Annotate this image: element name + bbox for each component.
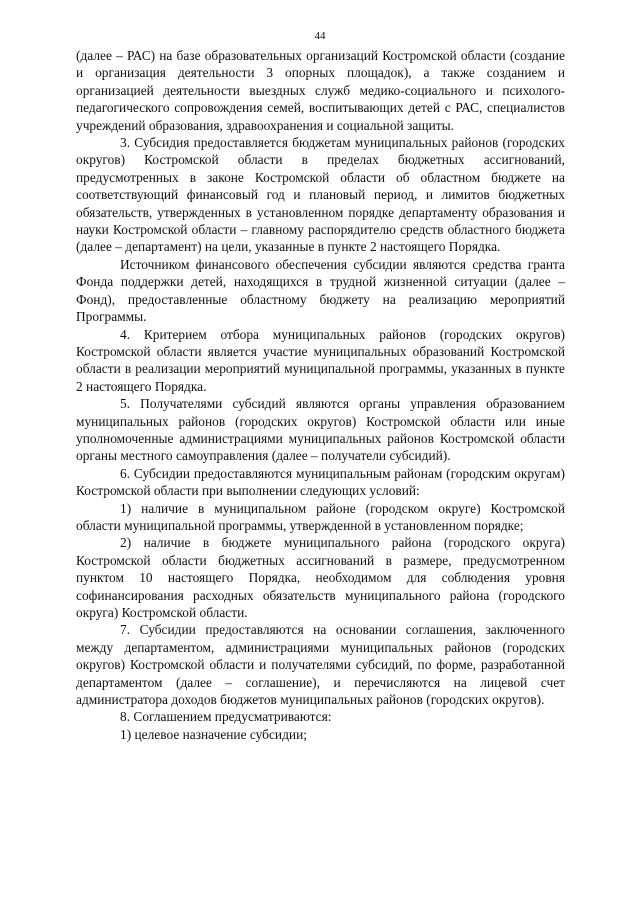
paragraph-item-4: 4. Критерием отбора муниципальных районов (городских округов) Костромской области является участие муниципальных образований Костромской области в реализации мероприятий муниципальной программы, указанных в пункте 2 настоящего Порядка. xyxy=(76,326,565,394)
paragraph-funding-source: Источником финансового обеспечения субсидии являются средства гранта Фонда поддержки детей, находящихся в трудной жизненной ситуации (далее – Фонд), предоставленные областному бюджету на реализацию мероприятий Программы. xyxy=(76,256,565,325)
page-number: 44 xyxy=(314,30,326,42)
paragraph-item-7: 7. Субсидии предоставляются на основании соглашения, заключенного между департаментом, администрациями муниципальных районов (городских округов) Костромской области и получателями субсидий, по форме, разработанной департаментом (далее – соглашение), и перечисляются на лицевой счет администратора доходов бюджетов муниципальных районов (городских округов). xyxy=(76,622,565,708)
paragraph-item-6-1: 1) наличие в муниципальном районе (городском округе) Костромской области муниципальной программы, утвержденной в установленном порядке; xyxy=(76,500,565,533)
paragraph-ras-continuation: (далее – РАС) на базе образовательных организаций Костромской области (создание и организация деятельности 3 опорных площадок), а также созданием и организацией деятельности выездных служб медико-социального и психолого-педагогического сопровождения семей, воспитывающих детей с РАС, специалистов учреждений образования, здравоохранения и социальной защиты. xyxy=(76,48,565,133)
paragraph-item-3: 3. Субсидия предоставляется бюджетам муниципальных районов (городских округов) Костромской области в пределах бюджетных ассигнований, предусмотренных в законе Костромской области об областном бюджете на соответствующий финансовый год и плановый период, и лимитов бюджетных обязательств, утвержденных в установленном порядке департаменту образования и науки Костромской области – главному распорядителю средств областного бюджета (далее – департамент) на цели, указанные в пункте 2 настоящего Порядка. xyxy=(76,135,565,255)
paragraph-item-8-1: 1) целевое назначение субсидии; xyxy=(120,726,307,742)
document-body xyxy=(76,47,565,743)
paragraph-item-8: 8. Соглашением предусматриваются: xyxy=(120,709,332,725)
paragraph-item-6-2: 2) наличие в бюджете муниципального района (городского округа) Костромской области бюджетных ассигнований в размере, предусмотренном пунктом 10 настоящего Порядка, необходимом для соблюдения уровня софинансирования расходных обязательств муниципального района (городского округа) Костромской области. xyxy=(76,535,565,620)
paragraph-item-5: 5. Получателями субсидий являются органы управления образованием муниципальных районов (городских округов) Костромской области или иные уполномоченные администрациями муниципальных районов Костромской области органы местного самоуправления (далее – получатели субсидий). xyxy=(76,396,565,464)
paragraph-item-6: 6. Субсидии предоставляются муниципальным районам (городским округам) Костромской области при выполнении следующих условий: xyxy=(76,465,565,499)
